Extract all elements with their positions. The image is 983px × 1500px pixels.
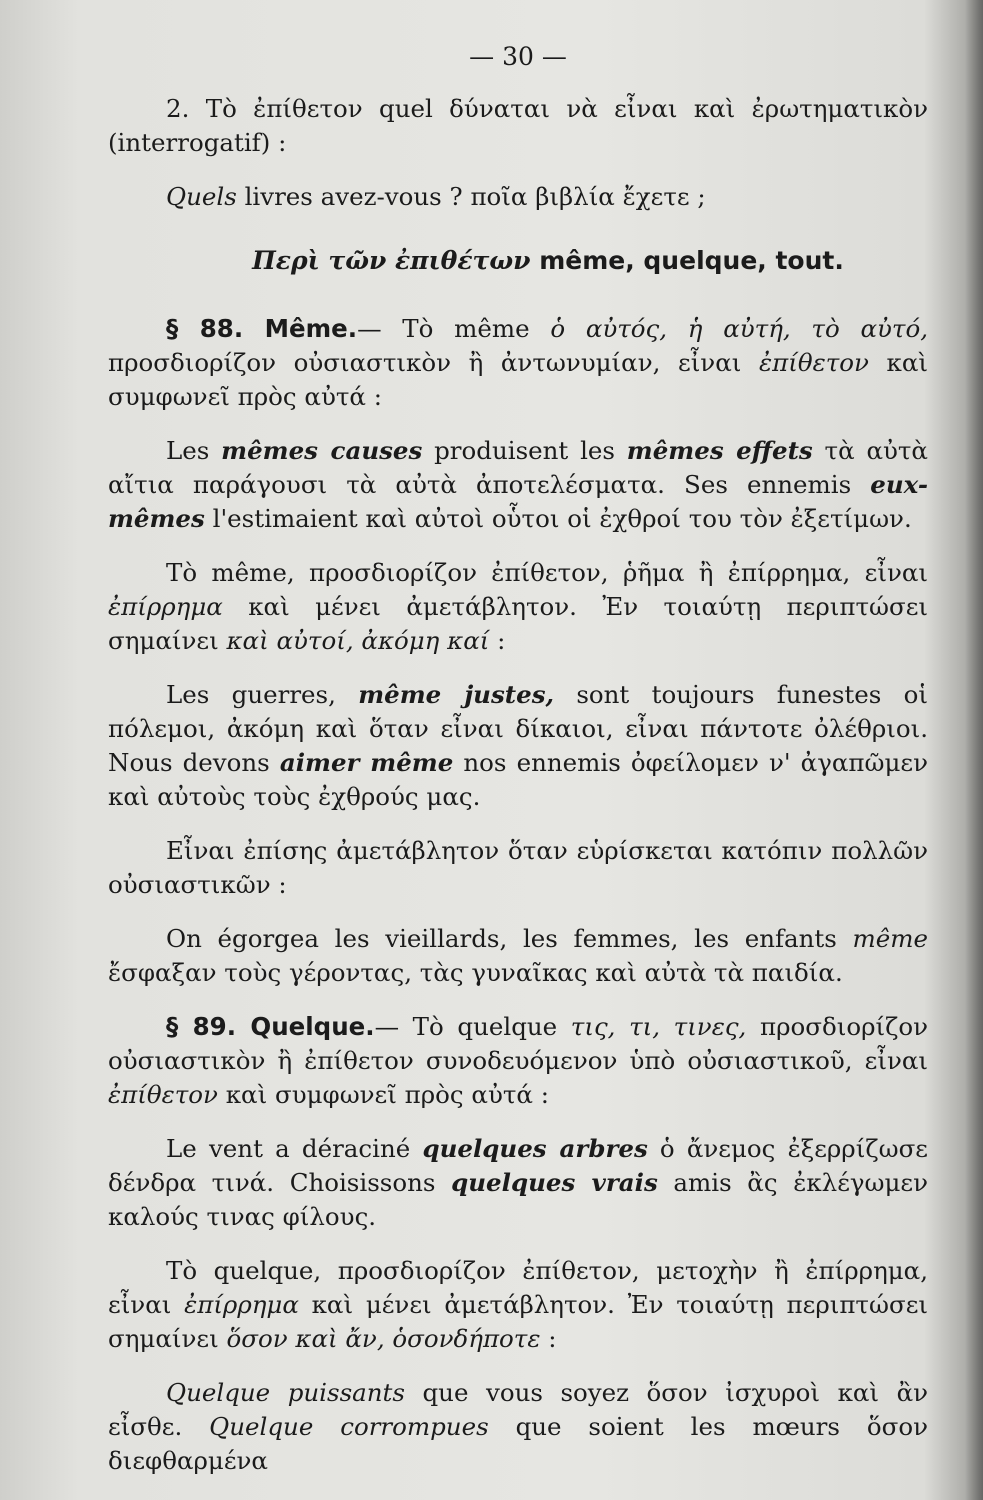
example-term: Quels xyxy=(166,182,237,211)
paragraph-quelque-adverb: Τὸ quelque, προσδιορίζον ἐπίθετον, μετοχὴν ἢ ἐπίρρημα, εἶναι ἐπίρρημα καὶ μένει ἀμετάβλητον. Ἐν τοιαύτῃ περιπτώσει σημαίνει ὅσον καὶ ἄν, ὁσονδήποτε : xyxy=(108,1256,928,1353)
paragraph-interrogative: 2. Τὸ ἐπίθετον quel δύναται νὰ εἶναι καὶ ἐρωτηματικὸν (interrogatif) : xyxy=(108,94,928,157)
example-guerres: Les guerres, même justes, sont toujours funestes οἱ πόλεμοι, ἀκόμη καὶ ὅταν εἶναι δίκαιοι, εἶναι πάντοτε ὀλέθριοι. Nous devons aimer même nos ennemis ὀφείλομεν ν' ἀγαπῶμεν καὶ αὐτοὺς τοὺς ἐχθρούς μας. xyxy=(108,680,928,811)
heading-french: même, quelque, tout. xyxy=(530,246,844,275)
page-edge-shadow xyxy=(965,0,983,1500)
example-puissants: Quelque puissants que vous soyez ὅσον ἰσχυροὶ καὶ ἂν εἶσθε. Quelque corrompues que soient les mœurs ὅσον διεφθαρμένα xyxy=(108,1378,929,1475)
section-89: § 89. Quelque.— Τὸ quelque τις, τι, τινες, προσδιορίζον οὐσιαστικὸν ἢ ἐπίθετον συνοδευόμενον ὑπὸ οὐσιαστικοῦ, εἶναι ἐπίθετον καὶ συμφωνεῖ πρὸς αὐτά : xyxy=(108,1012,928,1109)
example-quelques: Le vent a déraciné quelques arbres ὁ ἄνεμος ἐξερρίζωσε δένδρα τινά. Choisissons quelques vrais amis ἂς ἐκλέγωμεν καλούς τινας φίλους. xyxy=(108,1134,929,1231)
example-egorgea: On égorgea les vieillards, les femmes, les enfants même ἔσφαξαν τοὺς γέροντας, τὰς γυναῖκας καὶ αὐτὰ τὰ παιδία. xyxy=(108,924,928,987)
heading-greek: Περὶ τῶν ἐπιθέτων xyxy=(252,246,531,275)
example-text: livres avez-vous ? ποῖα βιβλία ἔχετε ; xyxy=(236,182,706,211)
section-88: § 88. Même.— Τὸ même ὁ αὐτός, ἡ αὐτή, τὸ αὐτό, προσδιορίζον οὐσιαστικὸν ἢ ἀντωνυμίαν, εἶναι ἐπίθετον καὶ συμφωνεῖ πρὸς αὐτά : xyxy=(108,314,928,411)
paragraph-meme-adverb: Τὸ même, προσδιορίζον ἐπίθετον, ῥῆμα ἢ ἐπίρρημα, εἶναι ἐπίρρημα καὶ μένει ἀμετάβλητον. Ἐν τοιαύτῃ περιπτώσει σημαίνει καὶ αὐτοί, ἀκόμη καί : xyxy=(108,558,928,655)
page-number: — 30 — xyxy=(469,42,567,71)
paragraph-meme-invariable: Εἶναι ἐπίσης ἀμετάβλητον ὅταν εὑρίσκεται κατόπιν πολλῶν οὐσιαστικῶν : xyxy=(108,836,928,899)
example-quels xyxy=(108,180,928,214)
section-89-number: § 89. Quelque. xyxy=(166,1012,375,1041)
section-heading xyxy=(168,244,928,278)
section-88-number: § 88. Même. xyxy=(166,314,358,343)
example-memes: Les mêmes causes produisent les mêmes effets τὰ αὐτὰ αἴτια παράγουσι τὰ αὐτὰ ἀποτελέσματα. Ses ennemis eux-mêmes l'estimaient καὶ αὐτοὶ οὗτοι οἱ ἐχθροί του τὸν ἐξετίμων. xyxy=(108,436,928,533)
page-content xyxy=(108,40,928,1498)
